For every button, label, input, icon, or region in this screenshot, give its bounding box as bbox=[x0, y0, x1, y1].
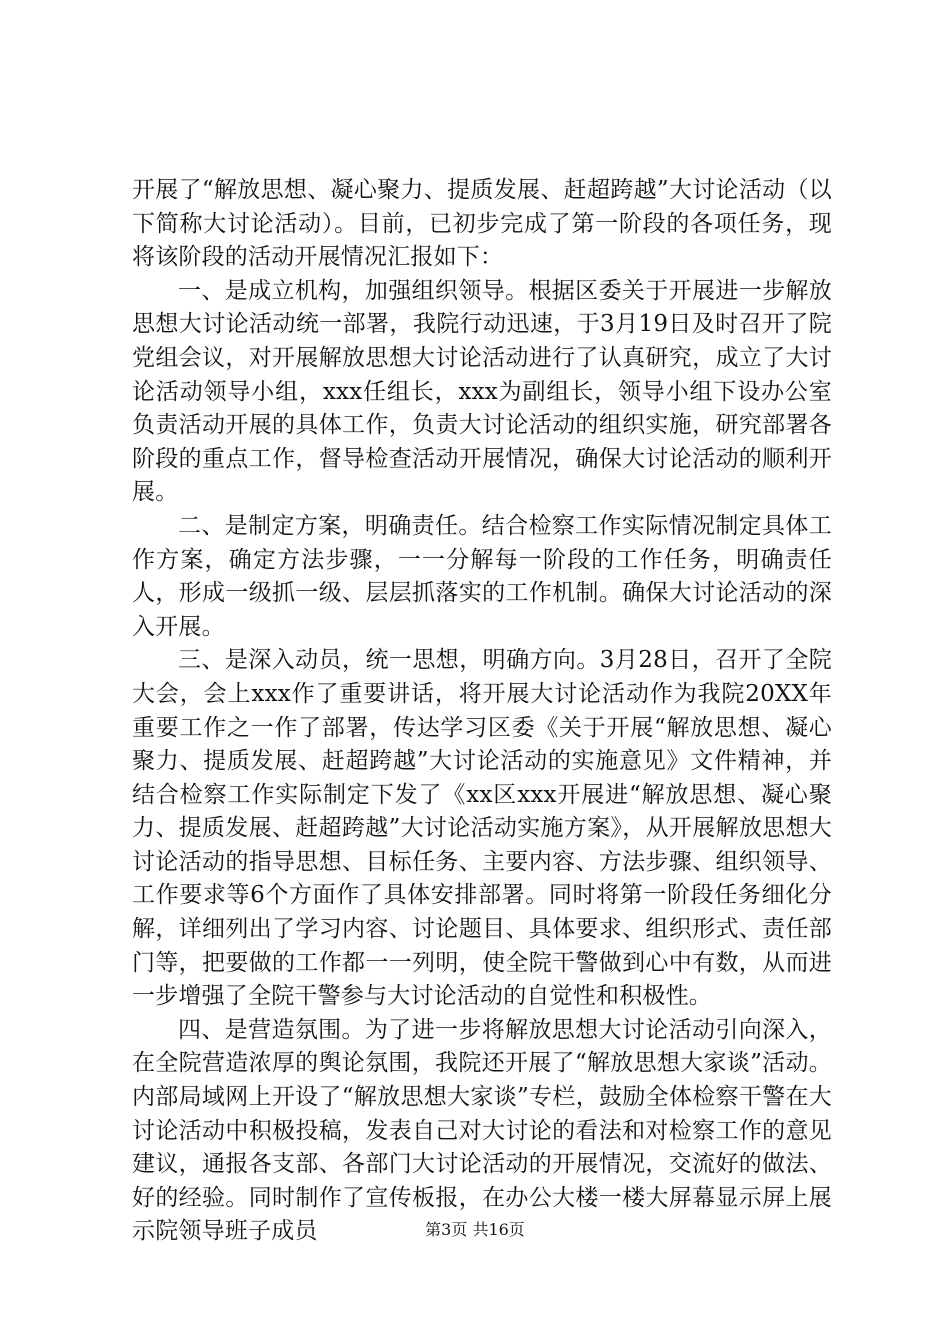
paragraph-section-1: 一、是成立机构，加强组织领导。根据区委关于开展进一步解放思想大讨论活动统一部署，我院行动迅速，于3月19日及时召开了院党组会议，对开展解放思想大讨论活动进行了认真研究，成立了大讨论活动领导小组，xxx任组长，xxx为副组长，领导小组下设办公室负责活动开展的具体工作，负责大讨论活动的组织实施，研究部署各阶段的重点工作，督导检查活动开展情况，确保大讨论活动的顺利开展。 bbox=[132, 277, 832, 506]
document-body bbox=[132, 174, 832, 1249]
page-number-footer: 第3页 共16页 bbox=[425, 1220, 525, 1239]
paragraph-section-4: 四、是营造氛围。为了进一步将解放思想大讨论活动引向深入，在全院营造浓厚的舆论氛围，我院还开展了“解放思想大家谈”活动。内部局域网上开设了“解放思想大家谈”专栏，鼓励全体检察干警在大讨论活动中积极投稿，发表自己对大讨论的看法和对检察工作的意见建议，通报各支部、各部门大讨论活动的开展情况，交流好的做法、好的经验。同时制作了宣传板报，在办公大楼一楼大屏幕显示屏上展示院领导班子成员 bbox=[132, 1016, 832, 1245]
paragraph-section-3: 三、是深入动员，统一思想，明确方向。3月28日，召开了全院大会，会上xxx作了重要讲话，将开展大讨论活动作为我院20XX年重要工作之一作了部署，传达学习区委《关于开展“解放思想、凝心聚力、提质发展、赶超跨越”大讨论活动的实施意见》文件精神，并结合检察工作实际制定下发了《xx区xxx开展进“解放思想、凝心聚力、提质发展、赶超跨越”大讨论活动实施方案》，从开展解放思想大讨论活动的指导思想、目标任务、主要内容、方法步骤、组织领导、工作要求等6个方面作了具体安排部署。同时将第一阶段任务细化分解，详细列出了学习内容、讨论题目、具体要求、组织形式、责任部门等，把要做的工作都一一列明，使全院干警做到心中有数，从而进一步增强了全院干警参与大讨论活动的自觉性和积极性。 bbox=[132, 647, 832, 1010]
paragraph-intro: 开展了“解放思想、凝心聚力、提质发展、赶超跨越”大讨论活动（以下简称大讨论活动）。目前，已初步完成了第一阶段的各项任务，现将该阶段的活动开展情况汇报如下： bbox=[132, 177, 832, 271]
paragraph-section-2: 二、是制定方案，明确责任。结合检察工作实际情况制定具体工作方案，确定方法步骤，一一分解每一阶段的工作任务，明确责任人，形成一级抓一级、层层抓落实的工作机制。确保大讨论活动的深入开展。 bbox=[132, 512, 832, 640]
